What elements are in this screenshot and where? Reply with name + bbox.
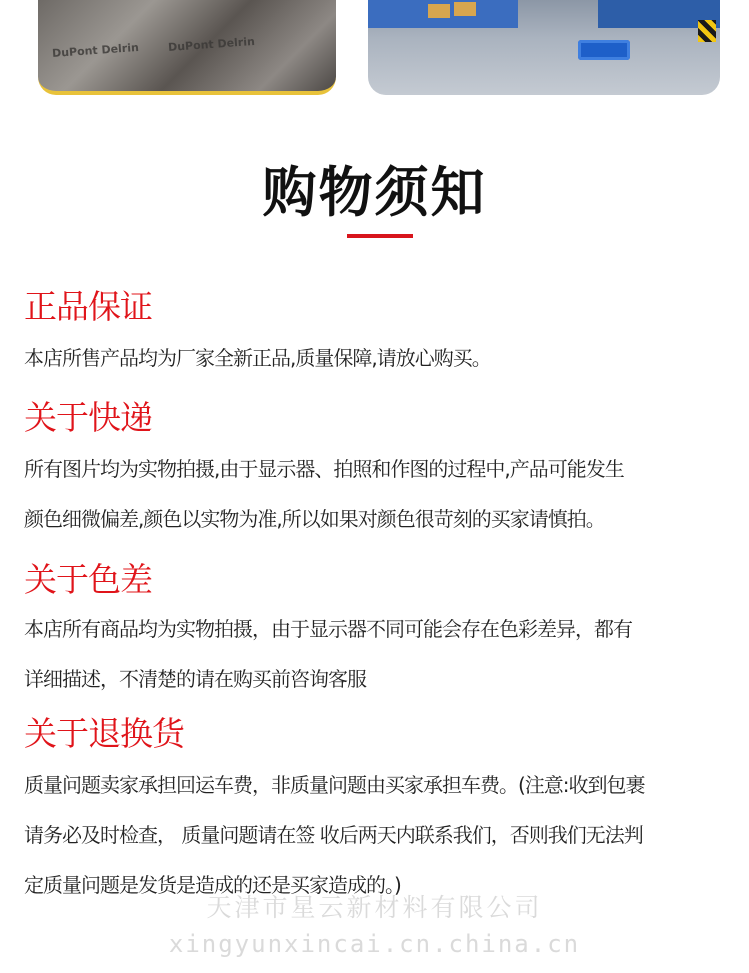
warehouse-box [428, 4, 450, 18]
paragraph-line: 质量问题卖家承担回运车费，非质量问题由买家承担车费。(注意:收到包裹 [24, 773, 645, 797]
bag-label-text: DuPont Delrin [51, 40, 140, 61]
product-photo-resin-bags [38, 0, 336, 95]
title-underline [347, 234, 413, 238]
paragraph-about-color-difference [24, 604, 734, 704]
heading-about-returns: 关于退换货 [24, 714, 184, 753]
paragraph-line: 定质量问题是发货是造成的还是买家造成的。) [24, 873, 401, 897]
bag-label-text: DuPont Delrin [167, 34, 256, 55]
watermark-company: 天津市星云新材料有限公司 [206, 893, 543, 922]
heading-about-delivery: 关于快递 [24, 398, 152, 437]
paragraph-line: 所有图片均为实物拍摄,由于显示器、拍照和作图的过程中,产品可能发生 [24, 457, 624, 481]
heading-genuine-guarantee: 正品保证 [24, 287, 152, 326]
paragraph-about-delivery [24, 444, 734, 544]
watermark-url: xingyunxincai.cn.china.cn [168, 930, 581, 958]
warehouse-box [454, 2, 476, 16]
paragraph-line: 请务必及时检查， 质量问题请在签 收后两天内联系我们，否则我们无法判 [24, 823, 643, 847]
heading-about-color-difference: 关于色差 [24, 560, 152, 599]
page-title: 购物须知 [262, 161, 487, 224]
warehouse-pallet [578, 40, 630, 60]
paragraph-line: 详细描述，不清楚的请在购买前咨询客服 [24, 667, 366, 691]
paragraph-line: 本店所售产品均为厂家全新正品,质量保障,请放心购买。 [24, 346, 491, 370]
paragraph-line: 颜色细微偏差,颜色以实物为准,所以如果对颜色很苛刻的买家请慎拍。 [24, 507, 605, 531]
warehouse-safety-stripe [698, 20, 716, 42]
paragraph-line: 本店所有商品均为实物拍摄，由于显示器不同可能会存在色彩差异，都有 [24, 617, 632, 641]
product-photo-warehouse [368, 0, 720, 95]
paragraph-genuine-guarantee [24, 333, 734, 383]
